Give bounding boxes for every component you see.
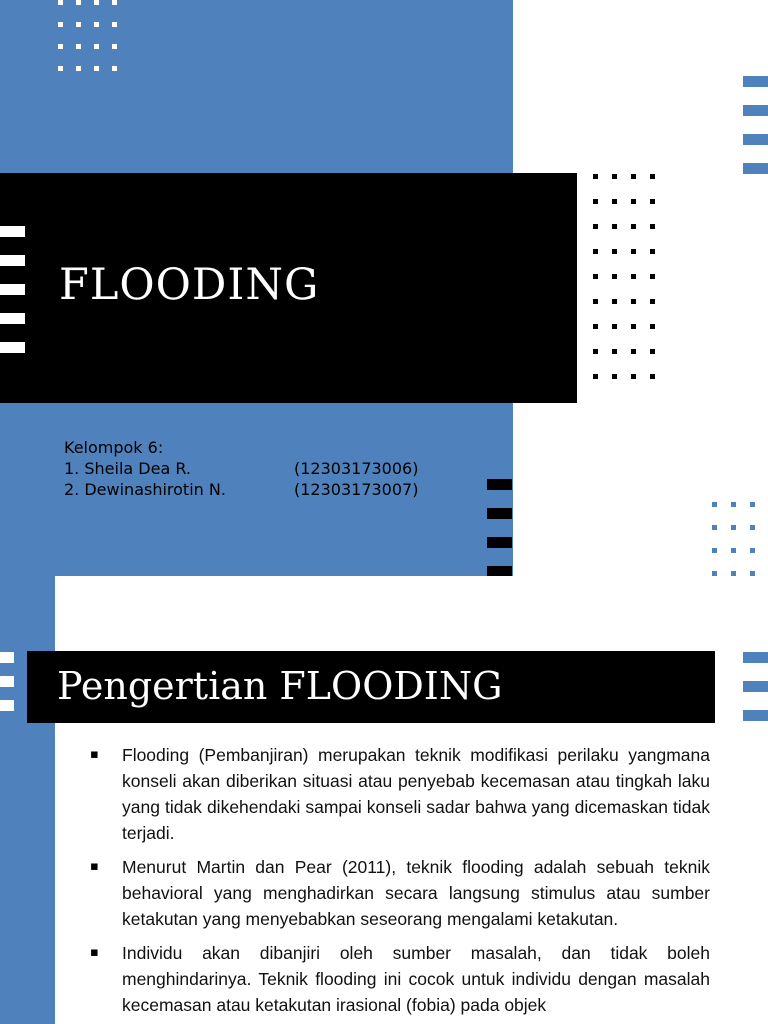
white-stripe-decoration xyxy=(0,226,25,353)
group-label: Kelompok 6: xyxy=(64,438,164,457)
bullet-text: Menurut Martin dan Pear (2011), teknik flooding adalah sebuah teknik behavioral yang menghadirkan secara langsung stimulus atau sumber ketakutan yang menyebabkan seseorang mengalami ketakutan. xyxy=(122,857,710,929)
definition-slide xyxy=(0,576,768,1024)
member-row xyxy=(64,458,418,479)
black-stripe-decoration xyxy=(487,479,512,576)
blue-stripe-decoration xyxy=(743,76,768,174)
member-id: (12303173006) xyxy=(294,459,419,478)
list-item xyxy=(90,854,710,932)
blue-side-panel xyxy=(0,576,55,1024)
member-id: (12303173007) xyxy=(294,480,419,499)
member-row xyxy=(64,479,418,500)
white-dot-pattern xyxy=(58,0,117,71)
white-stripe-decoration xyxy=(0,652,14,711)
black-dot-pattern xyxy=(593,174,655,379)
bullet-icon: ▪ xyxy=(90,747,99,762)
group-info xyxy=(64,437,418,500)
blue-dot-pattern xyxy=(712,502,768,576)
slide-title: FLOODING xyxy=(59,260,320,310)
bullet-icon: ▪ xyxy=(90,859,99,874)
bullet-text: Individu akan dibanjiri oleh sumber masalah, dan tidak boleh menghindarinya. Teknik flooding ini cocok untuk individu dengan masalah kecemasan atau ketakutan irasional (fobia) pada objek xyxy=(122,943,710,1015)
bullet-list xyxy=(90,742,710,1024)
bullet-icon: ▪ xyxy=(90,945,99,960)
blue-stripe-decoration xyxy=(743,652,768,721)
bullet-text: Flooding (Pembanjiran) merupakan teknik modifikasi perilaku yangmana konseli akan diberikan situasi atau penyebab kecemasan atau tingkah laku yang tidak dikehendaki sampai konseli sadar bahwa yang dicemaskan tidak terjadi. xyxy=(122,745,710,843)
slide-heading: Pengertian FLOODING xyxy=(57,664,503,708)
list-item xyxy=(90,742,710,846)
member-name: 2. Dewinashirotin N. xyxy=(64,480,226,499)
list-item xyxy=(90,940,710,1018)
member-name: 1. Sheila Dea R. xyxy=(64,459,191,478)
